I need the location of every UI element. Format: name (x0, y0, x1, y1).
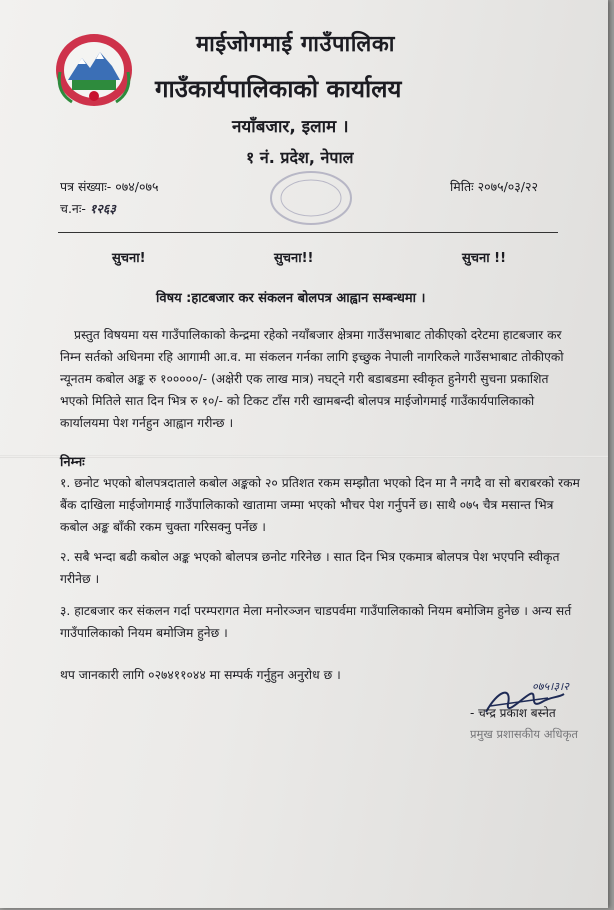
header-divider (58, 232, 558, 233)
office-location: नयाँबजार, इलाम । (232, 117, 349, 137)
province: १ नं. प्रदेश, नेपाल (246, 148, 354, 167)
municipality-name: माईजोगमाई गाउँपालिका (196, 32, 395, 57)
dispatch-label: च.नः- (60, 201, 86, 216)
letter-number: पत्र संख्याः- ०७४/०७५ (60, 179, 159, 194)
office-stamp-icon (266, 168, 356, 228)
paper-fold (0, 455, 608, 458)
signatory-title: प्रमुख प्रशासकीय अधिकृत (470, 727, 578, 741)
notice-label-3: सुचना !! (462, 251, 507, 266)
signature-date: ०७५।३।२ (532, 680, 569, 693)
body-paragraph: प्रस्तुत विषयमा यस गाउँपालिकाको केन्द्रमा रहेको नयाँबजार क्षेत्रमा गाउँसभाबाट तोकीएको दरेटमा हाटबजार कर निम्न सर्तको अधिनमा रहि आगामी आ.व. मा संकलन गर्नका लागि इच्छुक नेपाली नागरिकले गाउँसभाबाट तोकीएको न्यूनतम कबोल अङ्क रु १०००००/- (अक्षेरी एक लाख मात्र) नघट्ने गरी बडाबडमा स्वीकृत हुनेगरी सुचना प्रकाशित भएको मितिले सात दिन भित्र रु १०/- को टिकट टाँस गरी खामबन्दी बोलपत्र माईजोगमाई गाउँकार्यपालिकाको कार्यालयमा पेश गर्नहुन आह्वान गरीन्छ । (60, 328, 564, 430)
dispatch-number-row (60, 200, 116, 217)
subject-line: विषय :हाटबजार कर संकलन बोलपत्र आह्वान सम्बन्धमा । (156, 291, 426, 306)
nepal-emblem-icon (54, 32, 134, 108)
dispatch-number: १२६३ (89, 201, 116, 216)
office-name: गाउँकार्यपालिकाको कार्यालय (155, 75, 402, 103)
conditions-heading: निम्नः (60, 455, 85, 470)
condition-item-1: १. छनोट भएको बोलपत्रदाताले कबोल अङ्कको २० प्रतिशत रकम सम्झौता भएको दिन मा नै नगदै वा सो बराबरको रकम बैंक दाखिला माईजोगमाई गाउँपालिकाको खातामा जम्मा भएको भौचर पेश गर्नुपर्ने छ। साथै ०७५ चैत्र मसान्त भित्र कबोल अङ्क बाँकी रकम चुक्ता गरिसक्नु पर्नेछ । (60, 476, 580, 534)
notice-label-2: सुचना!! (274, 251, 314, 266)
signatory-name: - चन्द्र प्रकाश बस्नेत (470, 706, 556, 720)
contact-line: थप जानकारी लागि ०२७४११०४४ मा सम्पर्क गर्नुहुन अनुरोध छ । (60, 668, 341, 682)
condition-item-3: ३. हाटबजार कर संकलन गर्दा परम्परागत मेला मनोरञ्जन चाडपर्वमा गाउँपालिकाको नियम बमोजिम हुनेछ । अन्य सर्त गाउँपालिकाको नियम बमोजिम हुनेछ । (60, 604, 572, 640)
notice-label-1: सुचना! (112, 251, 146, 266)
condition-item-2: २. सबै भन्दा बढी कबोल अङ्क भएको बोलपत्र छनोट गरिनेछ । सात दिन भित्र एकमात्र बोलपत्र पेश भएपनि स्वीकृत गरीनेछ । (60, 550, 560, 586)
letter-date: मितिः २०७५/०३/२२ (450, 179, 538, 194)
